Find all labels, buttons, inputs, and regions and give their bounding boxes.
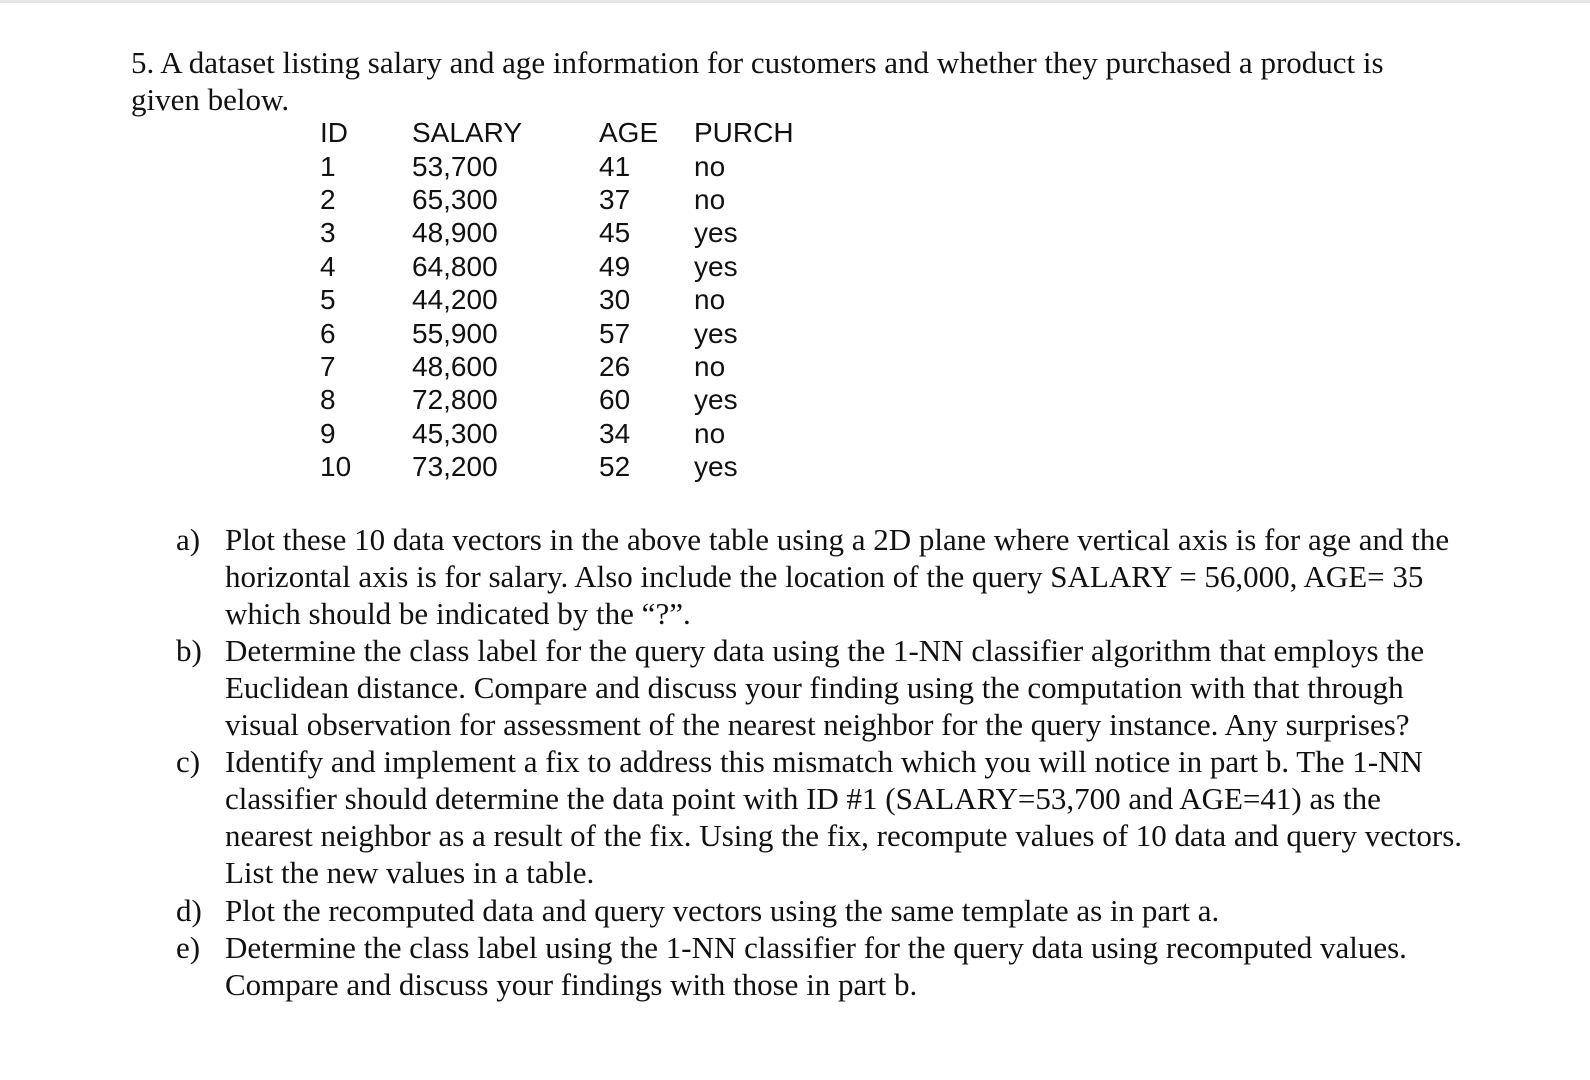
cell-purch: yes xyxy=(694,451,738,483)
cell-id: 7 xyxy=(320,350,336,382)
question-text: Identify and implement a fix to address this mismatch which you will notice in part b. The 1-NN classifier should determine the data point with ID #1 (SALARY=53,700 and AGE=41) as the nearest neighbor as a result of the fix. Using the fix, recompute values of 10 data and query vectors. List the new values in a table. xyxy=(225,744,1463,890)
table-row xyxy=(312,149,814,182)
table-row xyxy=(312,183,814,216)
table-row xyxy=(312,216,814,249)
question-label: b) xyxy=(176,633,202,668)
cell-purch: no xyxy=(694,417,726,449)
dataset-table xyxy=(312,116,814,483)
question-label: c) xyxy=(176,744,201,779)
header-salary: SALARY xyxy=(412,117,522,149)
cell-id: 9 xyxy=(320,417,336,449)
table-row xyxy=(312,283,814,316)
question-text: Determine the class label for the query data using the 1-NN classifier algorithm that employs the Euclidean distance. Compare and discuss your finding using the computation with that through visual observation for assessment of the nearest neighbor for the query instance. Any surprises? xyxy=(225,633,1425,742)
question-d xyxy=(176,892,1466,929)
question-b xyxy=(176,632,1466,743)
header-id: ID xyxy=(320,117,348,149)
table-header-row xyxy=(312,116,814,149)
table-row xyxy=(312,316,814,349)
cell-purch: no xyxy=(694,350,726,382)
cell-purch: no xyxy=(694,150,726,182)
cell-salary: 45,300 xyxy=(412,417,498,449)
cell-age: 49 xyxy=(599,250,631,282)
table-row xyxy=(312,350,814,383)
cell-salary: 73,200 xyxy=(412,451,498,483)
question-label: e) xyxy=(176,930,201,965)
cell-id: 2 xyxy=(320,183,336,215)
header-purch: PURCH xyxy=(694,117,794,149)
cell-age: 41 xyxy=(599,150,631,182)
problem-intro: 5. A dataset listing salary and age information for customers and whether they purchased a product is given below. xyxy=(131,45,1384,117)
cell-age: 57 xyxy=(599,317,631,349)
cell-purch: yes xyxy=(694,250,738,282)
table-row xyxy=(312,450,814,483)
cell-salary: 44,200 xyxy=(412,284,498,316)
cell-purch: yes xyxy=(694,317,738,349)
table-row xyxy=(312,250,814,283)
cell-salary: 48,600 xyxy=(412,350,498,382)
cell-id: 10 xyxy=(320,451,352,483)
cell-purch: yes xyxy=(694,384,738,416)
cell-id: 1 xyxy=(320,150,336,182)
cell-salary: 64,800 xyxy=(412,250,498,282)
cell-id: 8 xyxy=(320,384,336,416)
cell-age: 45 xyxy=(599,217,631,249)
table-row xyxy=(312,383,814,416)
table-body xyxy=(312,149,814,483)
cell-age: 60 xyxy=(599,384,631,416)
cell-salary: 48,900 xyxy=(412,217,498,249)
cell-purch: no xyxy=(694,284,726,316)
table-row xyxy=(312,417,814,450)
cell-salary: 53,700 xyxy=(412,150,498,182)
cell-age: 34 xyxy=(599,417,631,449)
cell-age: 30 xyxy=(599,284,631,316)
cell-age: 52 xyxy=(599,451,631,483)
question-text: Determine the class label using the 1-NN classifier for the query data using recomputed values. Compare and discuss your findings with those in part b. xyxy=(225,930,1407,1002)
question-text: Plot these 10 data vectors in the above table using a 2D plane where vertical axis is for age and the horizontal axis is for salary. Also include the location of the query SALARY = 56,000, AGE= 35 which should be indicated by the “?”. xyxy=(225,522,1450,631)
cell-age: 26 xyxy=(599,350,631,382)
header-age: AGE xyxy=(599,117,659,149)
top-border xyxy=(0,0,1590,3)
cell-age: 37 xyxy=(599,183,631,215)
cell-id: 6 xyxy=(320,317,336,349)
cell-purch: no xyxy=(694,183,726,215)
cell-id: 4 xyxy=(320,250,336,282)
question-c xyxy=(176,743,1466,891)
question-a xyxy=(176,521,1466,632)
cell-purch: yes xyxy=(694,217,738,249)
cell-salary: 65,300 xyxy=(412,183,498,215)
cell-salary: 55,900 xyxy=(412,317,498,349)
cell-id: 3 xyxy=(320,217,336,249)
cell-id: 5 xyxy=(320,284,336,316)
question-label: d) xyxy=(176,893,202,928)
question-label: a) xyxy=(176,522,201,557)
cell-salary: 72,800 xyxy=(412,384,498,416)
question-list xyxy=(176,521,1466,1003)
question-e xyxy=(176,929,1466,1003)
question-text: Plot the recomputed data and query vectors using the same template as in part a. xyxy=(225,893,1220,928)
